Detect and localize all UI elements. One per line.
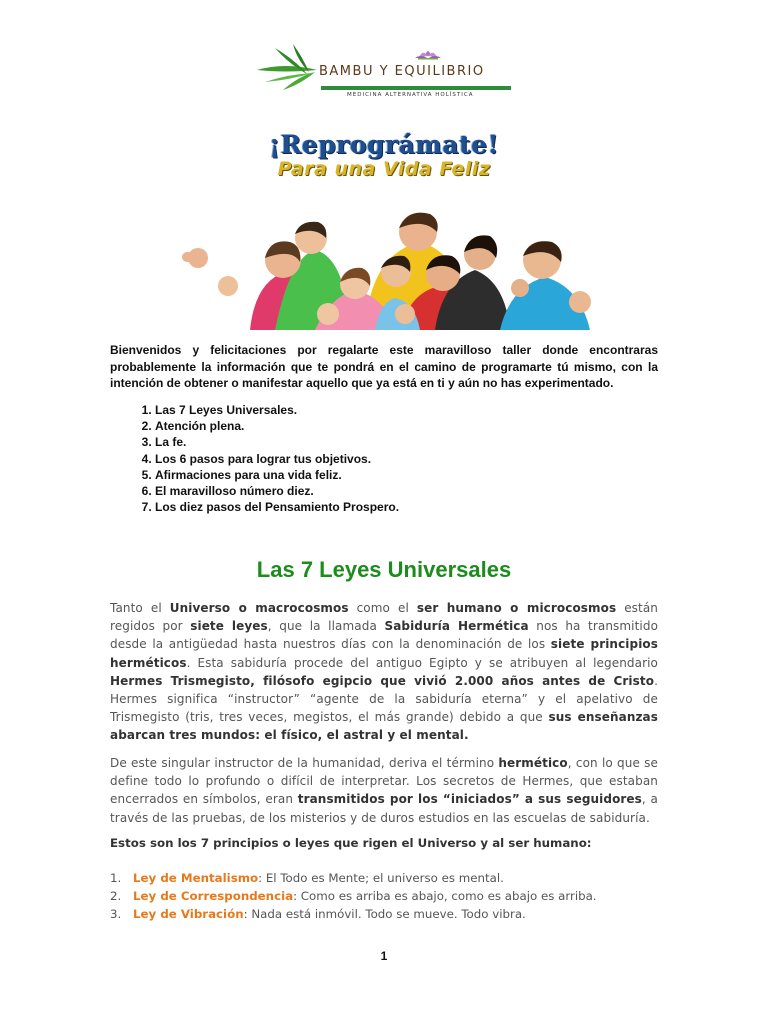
law-number: 2. — [110, 889, 122, 903]
law-item — [110, 905, 670, 923]
laws-list — [110, 869, 670, 923]
text-run: , con lo que se define todo lo profundo o difícil de interpretar. Los secretos de Hermes, que estaban encerrados en símbolos, eran — [110, 756, 658, 807]
bold-text-run: sus enseñanzas abarcan tres mundos: el físico, el astral y el mental. — [110, 710, 658, 743]
laws-intro: Estos son los 7 principios o leyes que rigen el Universo y al ser humano: — [110, 836, 592, 850]
text-run: , que la llamada — [267, 619, 385, 634]
intro-paragraph: Bienvenidos y felicitaciones por regalarte este maravilloso taller donde encontraras probablemente la información que te pondrá en el camino de programarte tú mismo, con la intención de obtener o manifestar aquello que ya está en ti y aún no has experimentado. — [110, 343, 658, 390]
text-run: están regidos por — [110, 601, 659, 634]
bold-text-run: Universo o macrocosmos — [169, 601, 349, 615]
logo-name: BAMBU Y EQUILIBRIO — [319, 64, 485, 79]
law-item — [110, 869, 670, 887]
law-number: 3. — [110, 907, 122, 921]
list-item: 5. Afirmaciones para una vida feliz. — [155, 467, 675, 483]
law-text: : Como es arriba es abajo, como es abajo es arriba. — [293, 889, 597, 903]
logo — [255, 40, 517, 104]
list-item: 3. La fe. — [155, 434, 675, 450]
banner-subtitle: Para una Vida Feliz — [277, 158, 491, 180]
bold-text-run: ser humano o microcosmos — [416, 601, 617, 615]
lotus-icon — [415, 51, 441, 60]
law-name: Ley de Vibración — [133, 907, 244, 921]
law-text: : Nada está inmóvil. Todo se mueve. Todo vibra. — [243, 907, 526, 921]
law-name: Ley de Correspondencia — [133, 889, 294, 903]
bold-text-run: hermético — [498, 756, 568, 770]
group-photo — [180, 202, 598, 330]
law-name: Ley de Mentalismo — [133, 871, 259, 885]
text-run: Tanto el — [110, 601, 170, 615]
bold-text-run: Hermes Trismegisto, filósofo egipcio que vivió 2.000 años antes de Cristo — [110, 673, 655, 688]
list-item: 2. Atención plena. — [155, 418, 675, 434]
bold-text-run: siete principios herméticos — [110, 637, 658, 670]
text-run: De este singular instructor de la humanidad, deriva el término — [110, 756, 499, 770]
list-item: 7. Los diez pasos del Pensamiento Prospero. — [155, 499, 675, 515]
text-run: . Hermes significa “instructor” “agente de la sabiduría eterna” y el apelativo de Trismegisto (tris, tres veces, megistos, el más grande) debido a que — [110, 673, 658, 725]
law-text: : El Todo es Mente; el universo es mental. — [258, 871, 504, 885]
logo-tagline: MEDICINA ALTERNATIVA HOLÍSTICA — [347, 92, 474, 98]
list-item: 4. Los 6 pasos para lograr tus objetivos. — [155, 451, 675, 467]
law-number: 1. — [110, 871, 122, 885]
bold-text-run: siete leyes — [190, 619, 268, 634]
bold-text-run: transmitidos por los “iniciados” a sus seguidores — [297, 792, 642, 807]
logo-bar — [321, 86, 511, 90]
hermetic-paragraph-2 — [110, 754, 658, 827]
list-item: 6. El maravilloso número diez. — [155, 483, 675, 499]
list-item: 1. Las 7 Leyes Universales. — [155, 402, 675, 418]
topics-list — [133, 402, 675, 515]
banner-title: ¡Reprográmate! — [269, 130, 499, 159]
section-heading: Las 7 Leyes Universales — [256, 557, 512, 582]
text-run: . Esta sabiduría procede del antiguo Egipto y se atribuyen al legendario — [186, 655, 658, 670]
page-number: 1 — [380, 949, 388, 963]
hermetic-paragraph-1 — [110, 599, 658, 745]
bold-text-run: Sabiduría Hermética — [384, 619, 529, 634]
text-run: , a través de las pruebas, de los misterios y de duros estudios en las escuelas de sabiduría. — [110, 792, 658, 825]
law-item — [110, 887, 670, 905]
text-run: como el — [348, 601, 417, 615]
text-run: nos ha transmitido desde la antigüedad hasta nuestros días con la denominación de los — [110, 619, 659, 652]
